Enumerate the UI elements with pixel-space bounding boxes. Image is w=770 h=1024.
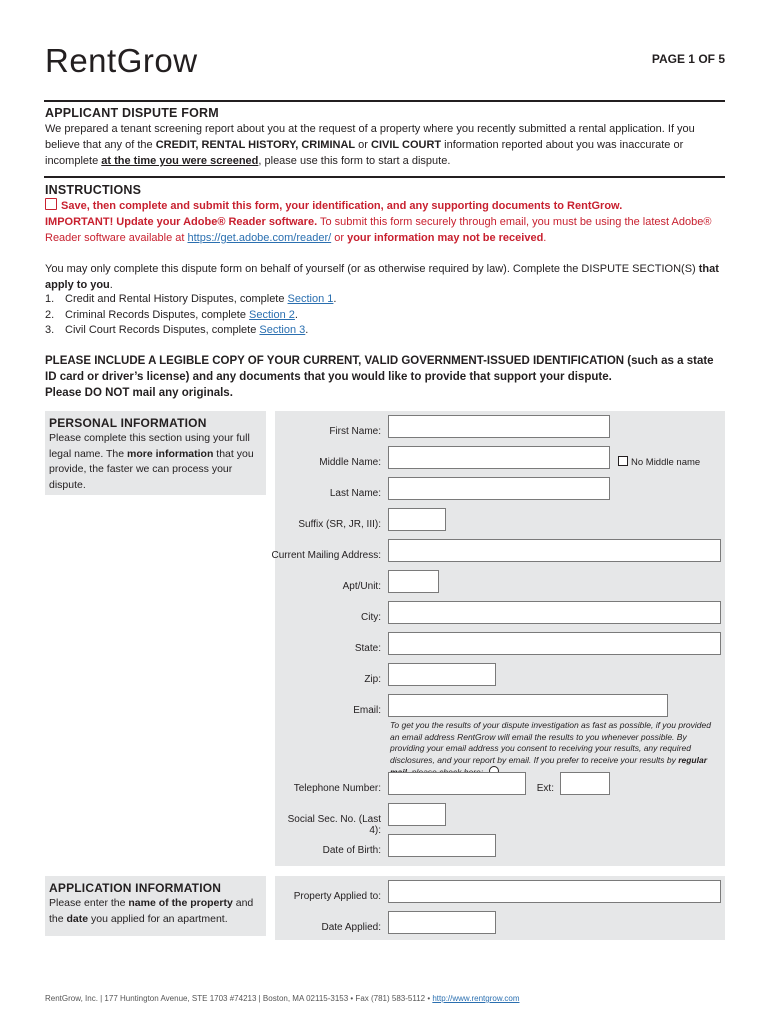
- middle-name-label: Middle Name:: [319, 457, 381, 468]
- checkbox-icon[interactable]: [618, 456, 628, 466]
- personal-info-title: PERSONAL INFORMATION: [49, 416, 207, 430]
- zip-label: Zip:: [364, 674, 381, 685]
- ext-label: Ext:: [536, 783, 554, 794]
- email-note: To get you the results of your dispute investigation as fast as possible, if you provided an email address RentGrow will email the results to you whenever possible. By providing your email address you consent to receiving your results, any required disclosures, and your report by email. If you prefer to receive your results by regular: [390, 720, 720, 779]
- dob-input[interactable]: [388, 834, 496, 857]
- page-number: PAGE 1 OF 5: [651, 52, 725, 66]
- ssn-input[interactable]: [388, 803, 446, 826]
- suffix-input[interactable]: [388, 508, 446, 531]
- no-middle-name-checkbox[interactable]: No Middle name: [618, 456, 700, 468]
- personal-info-desc: Please complete this section using your full legal name. The more information that you provide, the faster we can process your dispute.: [49, 432, 254, 491]
- section-1-link[interactable]: Section 1: [287, 293, 334, 305]
- middle-name-input[interactable]: [388, 446, 610, 469]
- state-label: State:: [354, 643, 381, 654]
- dispute-section-list: [45, 292, 336, 339]
- application-info-title: APPLICATION INFORMATION: [49, 881, 222, 895]
- ext-input[interactable]: [560, 772, 610, 795]
- footer: RentGrow, Inc. | 177 Huntington Avenue, STE 1703 #74213 | Boston, MA 02115-3153 • Fax (781) 583-5112 • http://www.rentgrow.com: [45, 994, 520, 1003]
- property-input[interactable]: [388, 880, 721, 903]
- last-name-label: Last Name:: [329, 488, 381, 499]
- adobe-reader-link[interactable]: https://get.adobe.com/reader/: [187, 232, 332, 244]
- section-3-link[interactable]: Section 3: [259, 324, 306, 336]
- email-input[interactable]: [388, 694, 668, 717]
- edit-icon: [45, 198, 57, 210]
- logo-text-rent: Rent: [45, 42, 117, 79]
- phone-input[interactable]: [388, 772, 526, 795]
- application-info-desc: Please enter the name of the property and the date you applied for an apartment.: [49, 897, 254, 925]
- instructions-red-text: Save, then complete and submit this form, your identification, and any supporting documents to RentGrow. IMPORTANT! Update your Adobe® Reader software. To submit this form securely through email, you must be using the latest Adobe® Reader software available at https://get.adobe.com/reader/ or your information may not be received.: [45, 200, 712, 244]
- list-item: 3. Civil Court Records Disputes, complete Section 3.: [45, 324, 309, 336]
- first-name-label: First Name:: [329, 426, 381, 437]
- phone-label: Telephone Number:: [293, 783, 381, 794]
- property-label: Property Applied to:: [293, 891, 381, 902]
- list-item: 2. Criminal Records Disputes, complete Section 2.: [45, 308, 298, 321]
- date-applied-label: Date Applied:: [321, 922, 381, 933]
- divider: [44, 176, 725, 178]
- address-label: Current Mailing Address:: [271, 550, 381, 561]
- city-label: City:: [361, 612, 381, 623]
- logo-text-grow: Grow: [116, 42, 198, 79]
- first-name-input[interactable]: [388, 415, 610, 438]
- intro-paragraph: We prepared a tenant screening report about you at the request of a property where you recently submitted a rental application. If you believe that any of the CREDIT, RENTAL HISTORY, CRIMINAL or CIVIL COURT information reported about you was inaccurate or incomplete at the time you were screened, please use this form to start a dispute.: [45, 123, 695, 167]
- divider: [44, 100, 725, 102]
- apt-label: Apt/Unit:: [342, 581, 381, 592]
- address-input[interactable]: [388, 539, 721, 562]
- dob-label: Date of Birth:: [322, 845, 381, 856]
- form-title: APPLICANT DISPUTE FORM: [45, 106, 219, 120]
- city-input[interactable]: [388, 601, 721, 624]
- email-label: Email:: [353, 705, 381, 716]
- ssn-label: Social Sec. No. (Last 4):: [287, 814, 381, 836]
- instructions-title: INSTRUCTIONS: [45, 183, 142, 197]
- state-input[interactable]: [388, 632, 721, 655]
- list-item: 1. Credit and Rental History Disputes, complete Section 1.: [45, 293, 337, 305]
- id-notice: PLEASE INCLUDE A LEGIBLE COPY OF YOUR CURRENT, VALID GOVERNMENT-ISSUED IDENTIFICATION (such as a state ID card or driver’s license) and any documents that you would like to provide that support your dispute. Please DO NOT mail any originals.: [45, 355, 714, 399]
- website-link[interactable]: http://www.rentgrow.com: [432, 994, 520, 1003]
- instructions-body: You may only complete this dispute form on behalf of yourself (or as otherwise required by law). Complete the DISPUTE SECTION(S) that apply to you.: [45, 263, 719, 291]
- zip-input[interactable]: [388, 663, 496, 686]
- apt-input[interactable]: [388, 570, 439, 593]
- last-name-input[interactable]: [388, 477, 610, 500]
- suffix-label: Suffix (SR, JR, III):: [298, 519, 381, 530]
- date-applied-input[interactable]: [388, 911, 496, 934]
- section-2-link[interactable]: Section 2: [249, 308, 295, 321]
- rentgrow-logo: [45, 42, 198, 80]
